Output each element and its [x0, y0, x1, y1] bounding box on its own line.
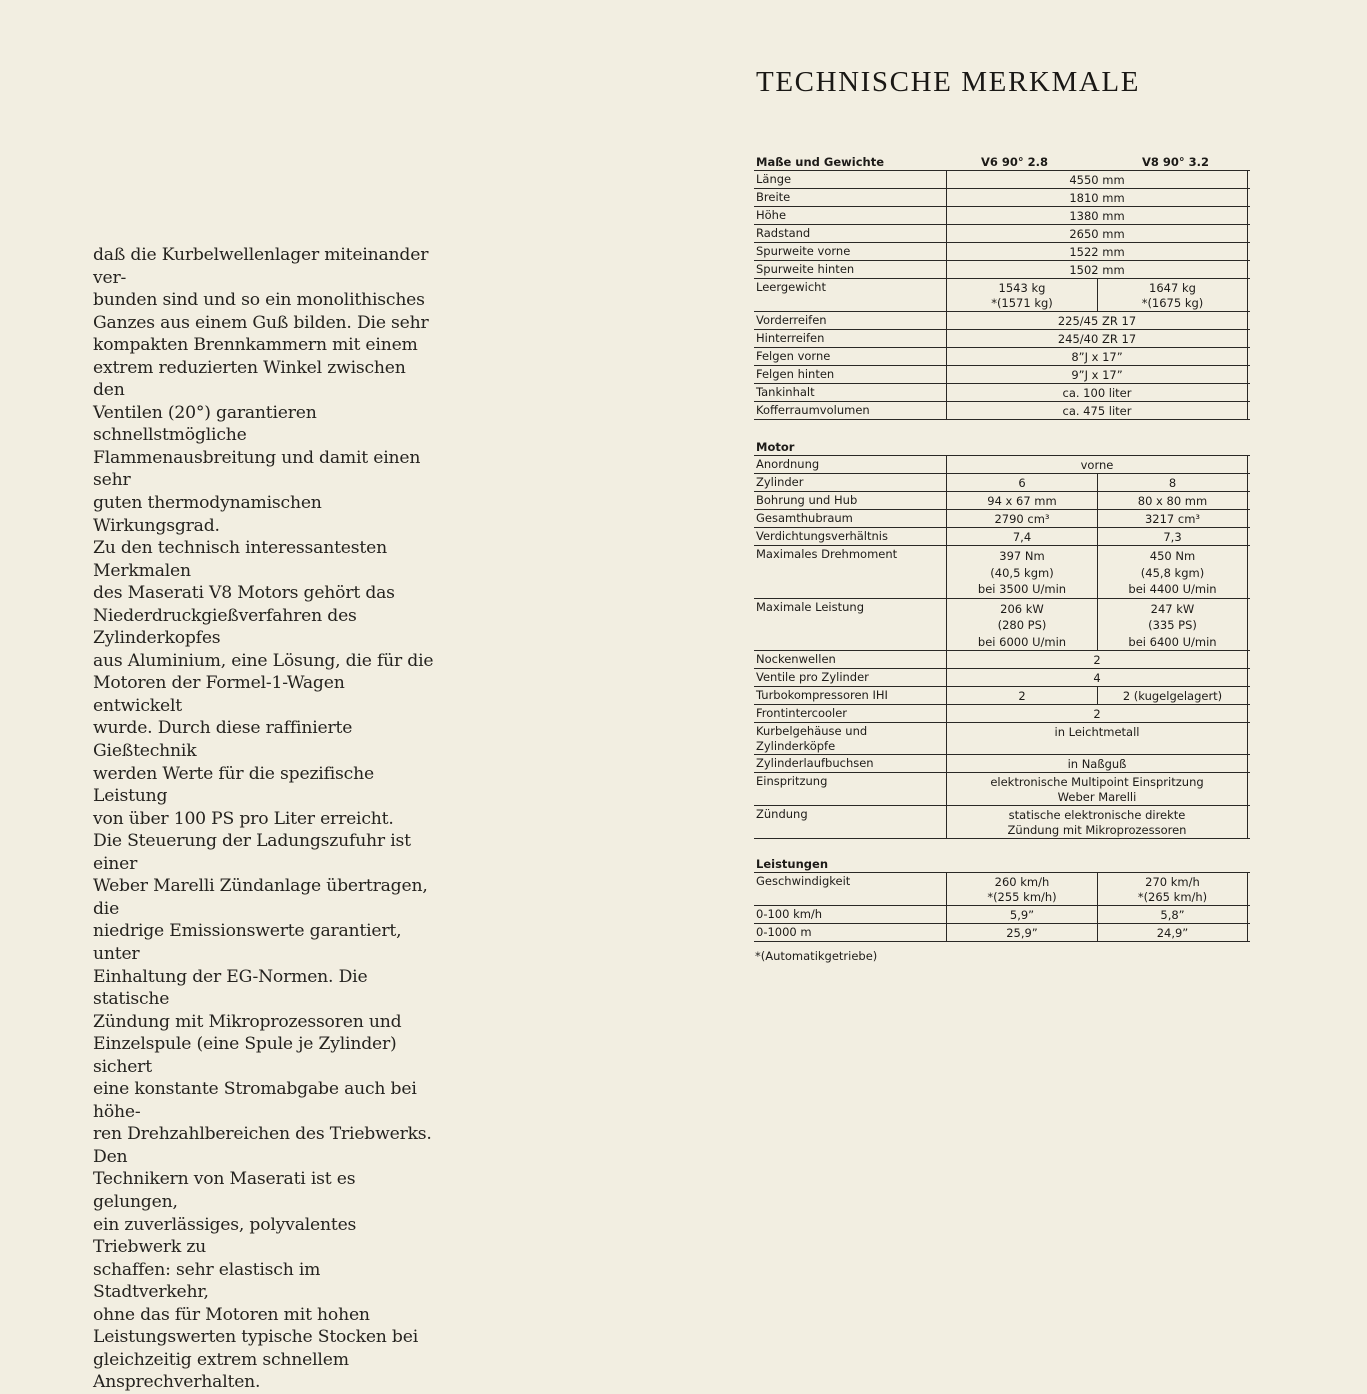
value-line: Weber Marelli: [1057, 790, 1137, 804]
value-line: bei 3500 U/min: [977, 582, 1067, 596]
row-label: Frontintercooler: [756, 706, 848, 720]
row-label: Vorderreifen: [756, 313, 827, 327]
text-line: Leistungswerten typische Stocken bei: [93, 1327, 418, 1348]
row-value-v8: [1097, 873, 1248, 905]
value-line: 450 Nm: [1149, 549, 1196, 563]
text-line: kompakten Brennkammern mit einem: [93, 335, 418, 356]
table-row: [754, 528, 1250, 546]
table-row: [754, 755, 1250, 773]
row-value: 1502 mm: [946, 261, 1248, 278]
table-row: [754, 474, 1250, 492]
row-value-v8: 5,8”: [1097, 906, 1248, 923]
row-value-v6: 94 x 67 mm: [946, 492, 1097, 509]
row-value-v8: 24,9”: [1097, 924, 1248, 941]
value-line: 206 kW: [1000, 601, 1044, 616]
text-line: Die Steuerung der Ladungszufuhr ist einer: [93, 831, 411, 874]
value-line: 260 km/h: [994, 875, 1050, 889]
table-row: [754, 402, 1250, 420]
text-line: guten thermodynamischen Wirkungsgrad.: [93, 493, 322, 536]
row-label: Geschwindigkeit: [756, 874, 851, 888]
text-line: werden Werte für die spezifische Leistung: [93, 763, 374, 807]
text-line: Motoren der Formel-1-Wagen entwickelt: [93, 673, 345, 716]
row-value-v8: [1097, 546, 1248, 598]
row-value-v8: 8: [1097, 474, 1248, 491]
row-value: 1380 mm: [946, 207, 1248, 224]
row-value-v6: [946, 599, 1097, 651]
text-line: Ganzes aus einem Guß bilden. Die sehr: [93, 312, 429, 333]
row-value-v8: 80 x 80 mm: [1097, 492, 1248, 509]
column-header-v6: V6 90° 2.8: [981, 155, 1049, 169]
text-line: aus Aluminium, eine Lösung, die für die: [93, 650, 434, 671]
table-row: [754, 906, 1250, 924]
spec-area: [754, 153, 1250, 963]
text-line: extrem reduzierten Winkel zwischen den: [93, 357, 406, 401]
row-label: Zylinder: [756, 475, 804, 489]
table-row: [754, 669, 1250, 687]
value-line: bei 4400 U/min: [1128, 582, 1217, 596]
row-value: 2650 mm: [946, 225, 1248, 242]
row-label: Turbokompressoren IHI: [756, 688, 888, 702]
table-row: [754, 510, 1250, 528]
row-label: Anordnung: [756, 457, 820, 471]
value-line: Zündung mit Mikroprozessoren: [1007, 823, 1187, 837]
row-value: 2: [946, 705, 1248, 722]
row-value: 245/40 ZR 17: [946, 330, 1248, 347]
table-row: [754, 207, 1250, 225]
table-row: [754, 171, 1250, 189]
row-value: 9”J x 17”: [946, 366, 1248, 383]
row-label: Felgen hinten: [756, 367, 835, 381]
row-label: Zylinderlaufbuchsen: [756, 756, 874, 770]
row-label: Kurbelgehäuse und Zylinderköpfe: [756, 724, 868, 753]
text-line: schaffen: sehr elastisch im Stadtverkehr,: [93, 1259, 321, 1303]
row-label: Breite: [756, 190, 791, 204]
table-row: [754, 312, 1250, 330]
row-label: Höhe: [756, 208, 787, 222]
text-line: Niederdruckgießverfahren des Zylinderkopfes: [93, 605, 357, 649]
row-label: Hinterreifen: [756, 331, 825, 345]
spec-table-masse: [754, 170, 1250, 420]
row-value-v8: [1097, 279, 1248, 311]
row-value: 4: [946, 669, 1248, 686]
value-line: bei 6000 U/min: [977, 634, 1067, 649]
row-label: Leergewicht: [756, 280, 826, 294]
value-line: 1543 kg: [998, 281, 1046, 295]
table-row: [754, 225, 1250, 243]
row-label: Nockenwellen: [756, 652, 836, 666]
row-value-v8: 7,3: [1097, 528, 1248, 545]
value-line: *(255 km/h): [987, 890, 1057, 904]
row-label: Maximale Leistung: [756, 599, 864, 614]
table-row: [754, 924, 1250, 942]
value-line: *(1675 kg): [1141, 296, 1204, 310]
value-line: 270 km/h: [1145, 875, 1200, 889]
row-label: Zündung: [756, 807, 808, 821]
section-header-masse: [754, 153, 1250, 170]
row-value: [946, 773, 1248, 805]
table-row: [754, 279, 1250, 312]
section-title: Motor: [756, 440, 795, 454]
row-value-v6: 2: [946, 687, 1097, 704]
row-value: 225/45 ZR 17: [946, 312, 1248, 329]
row-label: 0-100 km/h: [756, 907, 823, 921]
row-label: Gesamthubraum: [756, 511, 853, 525]
table-row: [754, 546, 1250, 599]
row-value-v6: [946, 279, 1097, 311]
body-text: [93, 244, 438, 1394]
spec-table-leistungen: [754, 872, 1250, 942]
value-line: *(1571 kg): [991, 296, 1053, 310]
text-line: von über 100 PS pro Liter erreicht.: [93, 808, 394, 829]
value-line: *(265 km/h): [1137, 890, 1208, 904]
row-value: vorne: [946, 456, 1248, 473]
value-line: (45,8 kgm): [1140, 565, 1205, 580]
row-label: Verdichtungsverhältnis: [756, 529, 888, 543]
row-value-v6: 6: [946, 474, 1097, 491]
table-row: [754, 261, 1250, 279]
spacer: [754, 420, 1250, 438]
section-title: Maße und Gewichte: [756, 155, 884, 169]
value-line: 397 Nm: [999, 549, 1045, 563]
section-header-leistungen: [754, 855, 1250, 872]
text-line: Flammenausbreitung und damit einen sehr: [93, 447, 421, 491]
table-row: [754, 492, 1250, 510]
section-header-motor: [754, 438, 1250, 455]
row-value: ca. 475 liter: [946, 402, 1248, 419]
text-line: Zündung mit Mikroprozessoren und: [93, 1011, 402, 1032]
page-title: TECHNISCHE MERKMALE: [756, 66, 1141, 98]
row-value-v6: [946, 873, 1097, 905]
row-value-v8: 2 (kugelgelagert): [1097, 687, 1248, 704]
text-line: niedrige Emissionswerte garantiert, unter: [93, 921, 402, 964]
row-label: Spurweite vorne: [756, 244, 851, 258]
row-value: [946, 806, 1248, 838]
table-row: [754, 384, 1250, 402]
row-value: 1810 mm: [946, 189, 1248, 206]
row-label: Radstand: [756, 226, 811, 240]
row-label: Tankinhalt: [756, 385, 815, 399]
row-label: Ventile pro Zylinder: [756, 670, 869, 684]
row-value: 4550 mm: [946, 171, 1248, 188]
row-label: 0-1000 m: [756, 925, 812, 939]
text-line: ein zuverlässiges, polyvalentes Triebwerk zu: [93, 1214, 357, 1258]
text-line: Einhaltung der EG-Normen. Die statische: [93, 966, 368, 1010]
row-value-v6: 7,4: [946, 528, 1097, 545]
text-line: gleichzeitig extrem schnellem: [93, 1349, 349, 1370]
row-label: Bohrung und Hub: [756, 493, 858, 507]
row-label: Kofferraumvolumen: [756, 403, 870, 417]
text-line: Ansprechverhalten.: [93, 1372, 261, 1393]
text-line: Weber Marelli Zündanlage übertragen, die: [93, 876, 428, 919]
row-value: in Leichtmetall: [946, 723, 1248, 754]
spec-table-motor: [754, 455, 1250, 839]
table-row: [754, 599, 1250, 652]
footnote: *(Automatikgetriebe): [755, 949, 878, 963]
row-value: 2: [946, 651, 1248, 668]
row-value-v6: 25,9”: [946, 924, 1097, 941]
value-line: (280 PS): [997, 618, 1047, 632]
value-line: elektronische Multipoint Einspritzung: [990, 775, 1204, 789]
row-value: 8”J x 17”: [946, 348, 1248, 365]
value-line: 1647 kg: [1149, 281, 1196, 295]
table-row: [754, 243, 1250, 261]
row-label: Einspritzung: [756, 774, 828, 788]
column-header-v8: V8 90° 3.2: [1142, 155, 1210, 169]
spacer: [754, 839, 1250, 855]
row-value-v6: 5,9”: [946, 906, 1097, 923]
table-row: [754, 456, 1250, 474]
text-line: ren Drehzahlbereichen des Triebwerks. Den: [93, 1124, 432, 1167]
section-title: Leistungen: [756, 857, 829, 871]
table-row: [754, 723, 1250, 755]
text-line: Ventilen (20°) garantieren schnellstmögliche: [93, 402, 317, 446]
text-line: daß die Kurbelwellenlager miteinander ver-: [93, 245, 429, 288]
row-value: 1522 mm: [946, 243, 1248, 260]
row-label: Spurweite hinten: [756, 262, 855, 276]
row-value: in Naßguß: [946, 755, 1248, 772]
table-row: [754, 687, 1250, 705]
value-line: (335 PS): [1148, 618, 1197, 632]
text-line: Zu den technisch interessantesten Merkmalen: [93, 538, 387, 581]
table-row: [754, 773, 1250, 806]
table-row: [754, 651, 1250, 669]
text-line: bunden sind und so ein monolithisches: [93, 290, 425, 311]
text-line: wurde. Durch diese raffinierte Gießtechnik: [93, 718, 353, 762]
text-line: ohne das für Motoren mit hohen: [93, 1304, 370, 1325]
row-label: Felgen vorne: [756, 349, 831, 363]
table-row: [754, 348, 1250, 366]
text-line: des Maserati V8 Motors gehört das: [93, 583, 395, 604]
row-label: Maximales Drehmoment: [756, 547, 898, 561]
value-line: 247 kW: [1150, 601, 1195, 616]
table-row: [754, 806, 1250, 839]
value-line: bei 6400 U/min: [1128, 634, 1217, 649]
text-line: Einzelspule (eine Spule je Zylinder) sichert: [93, 1034, 397, 1077]
table-row: [754, 366, 1250, 384]
row-value-v8: 3217 cm³: [1097, 510, 1248, 527]
text-line: Technikern von Maserati ist es gelungen,: [93, 1169, 356, 1212]
row-value: ca. 100 liter: [946, 384, 1248, 401]
table-row: [754, 189, 1250, 207]
value-line: (40,5 kgm): [990, 565, 1054, 580]
table-row: [754, 330, 1250, 348]
table-row: [754, 705, 1250, 723]
row-label: Länge: [756, 172, 792, 186]
row-value-v8: [1097, 599, 1248, 651]
value-line: statische elektronische direkte: [1008, 808, 1186, 822]
row-value-v6: [946, 546, 1097, 598]
row-value-v6: 2790 cm³: [946, 510, 1097, 527]
text-line: eine konstante Stromabgabe auch bei höhe-: [93, 1079, 417, 1122]
table-row: [754, 873, 1250, 906]
